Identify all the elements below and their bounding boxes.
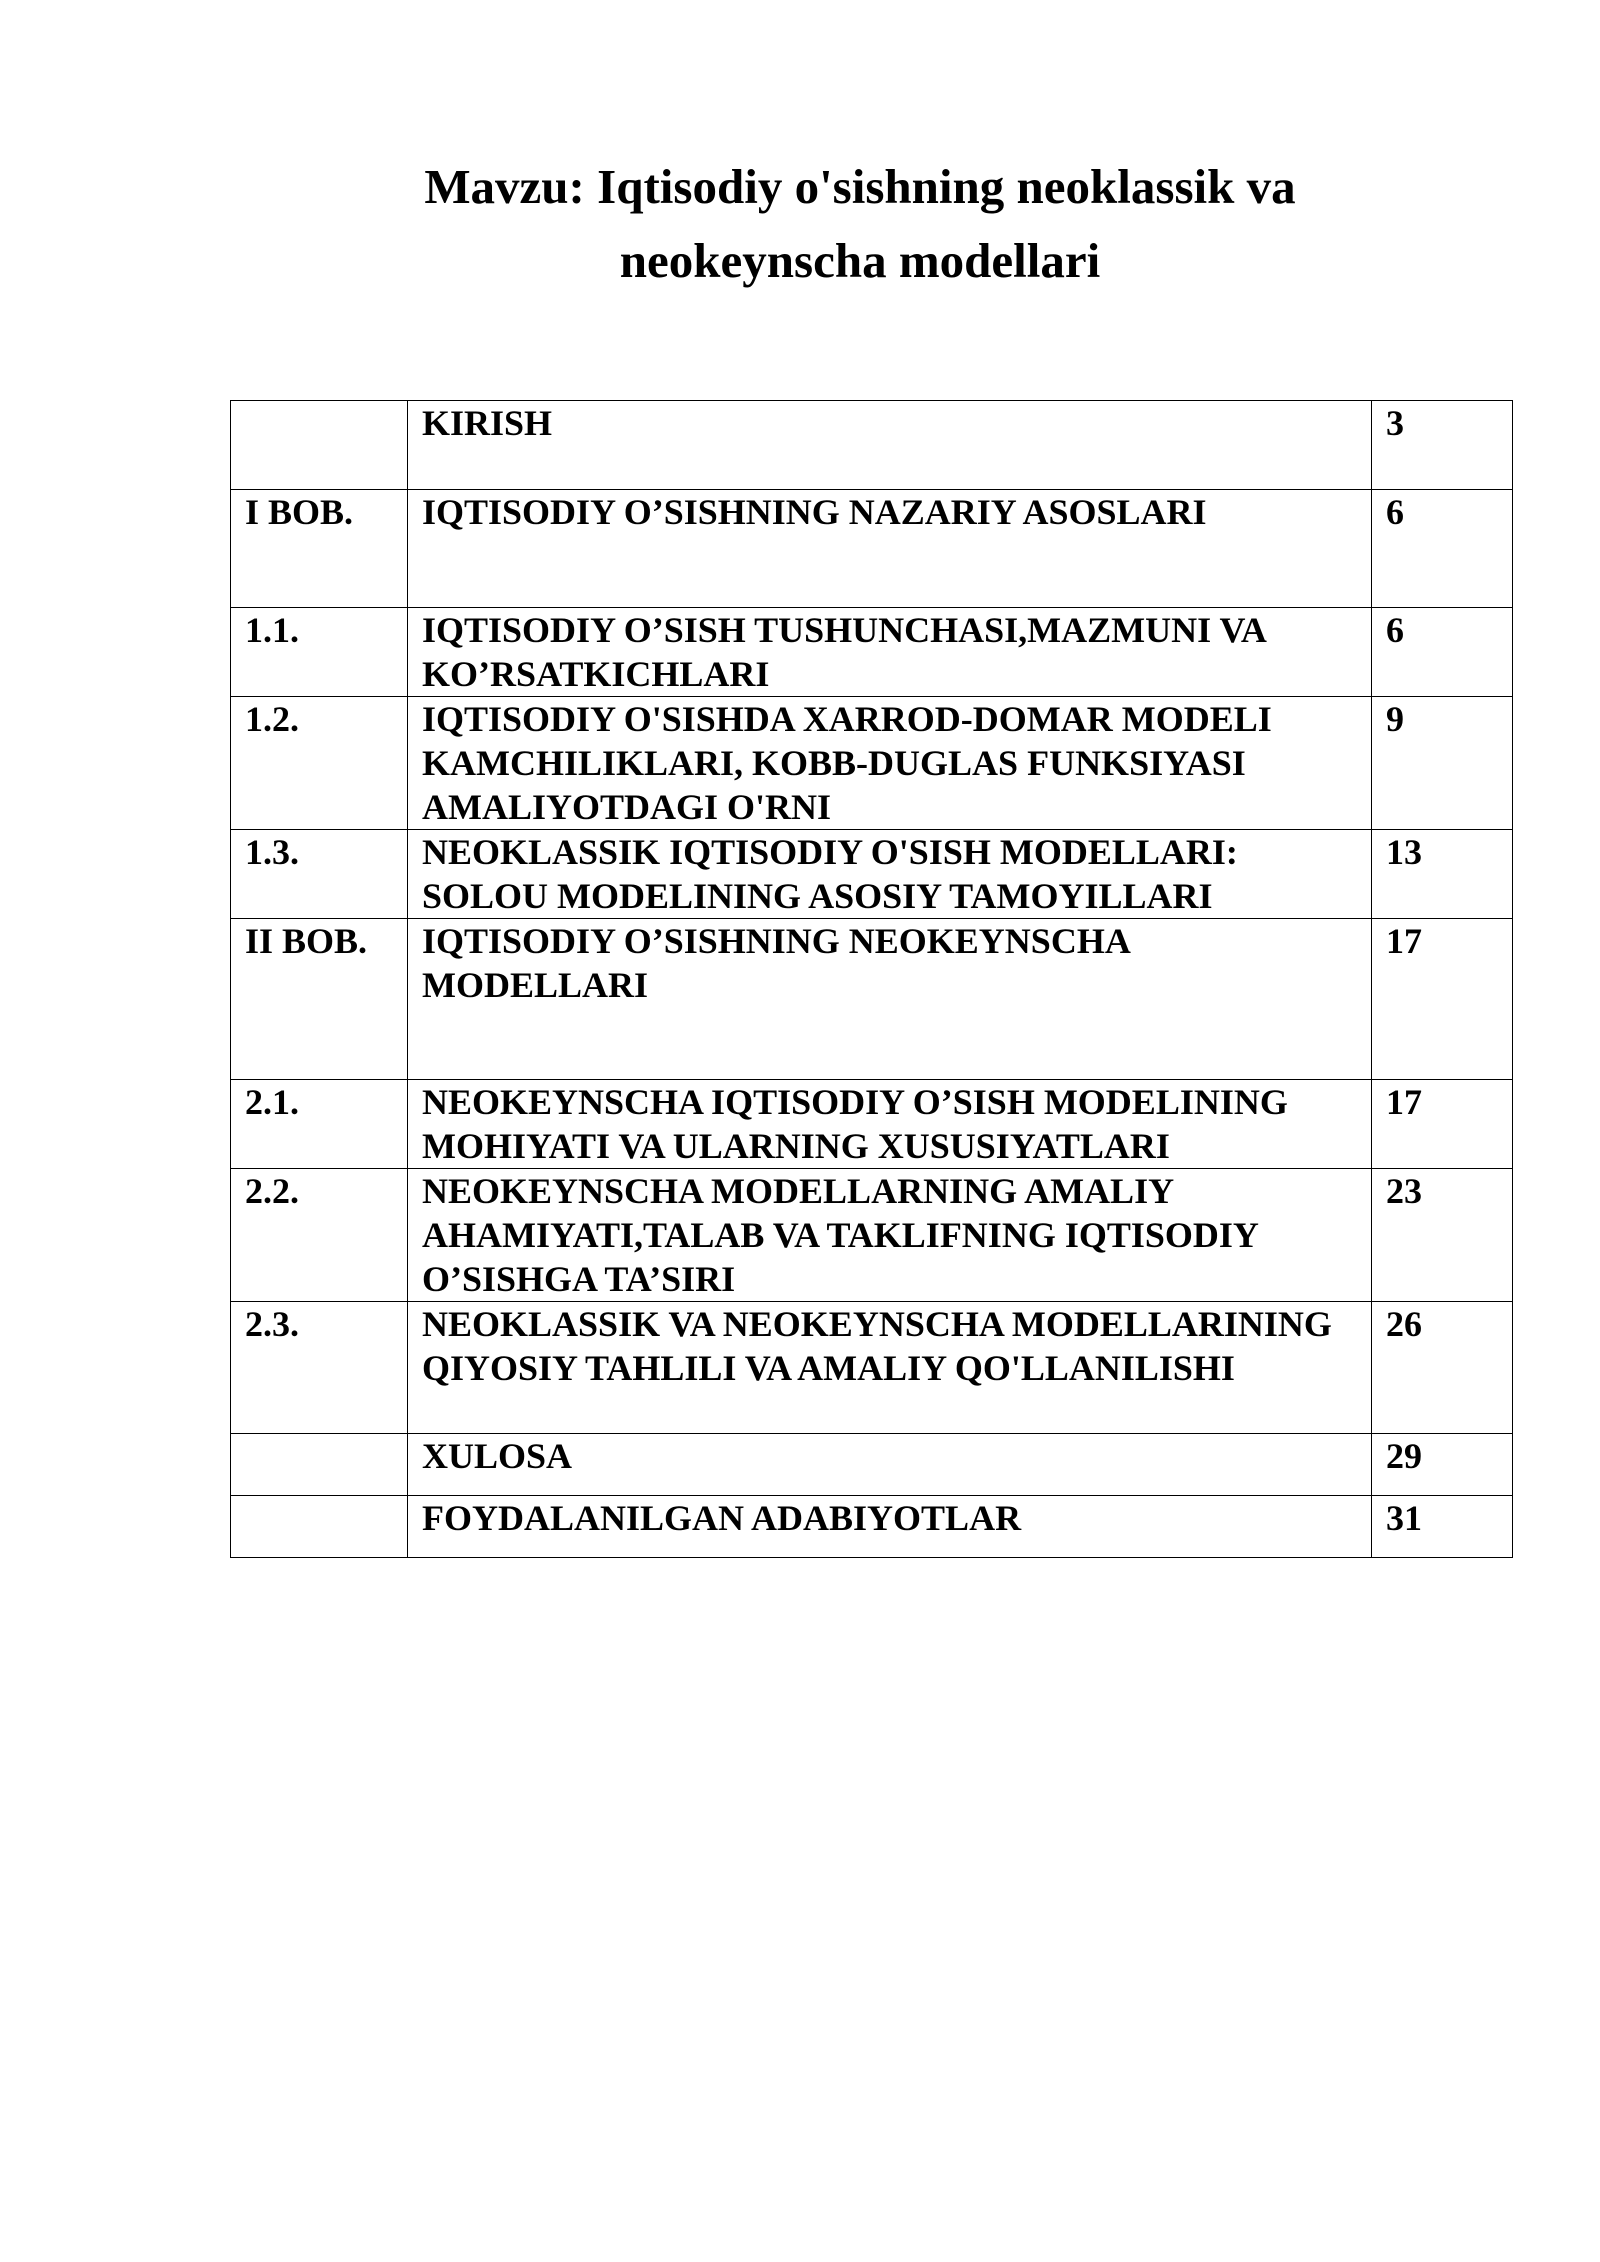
table-of-contents	[230, 400, 1513, 1558]
toc-row-2-2	[231, 1169, 1513, 1302]
page-title-line-2: neokeynscha modellari	[619, 233, 1101, 288]
toc-section-title: IQTISODIY O’SISHNING NAZARIY ASOSLARI	[408, 490, 1372, 608]
toc-page-number: 26	[1372, 1302, 1513, 1434]
toc-page-number: 31	[1372, 1496, 1513, 1558]
toc-section-title: IQTISODIY O’SISHNING NEOKEYNSCHA MODELLARI	[408, 919, 1372, 1080]
toc-row-chapter-1	[231, 490, 1513, 608]
toc-section-number	[231, 1434, 408, 1496]
toc-section-title: NEOKEYNSCHA MODELLARNING AMALIY AHAMIYATI,TALAB VA TAKLIFNING IQTISODIY O’SISHGA TA’SIRI	[408, 1169, 1372, 1302]
toc-section-number: 2.3.	[231, 1302, 408, 1434]
toc-section-number: I BOB.	[231, 490, 408, 608]
toc-section-number: 1.1.	[231, 608, 408, 697]
toc-section-title: FOYDALANILGAN ADABIYOTLAR	[408, 1496, 1372, 1558]
toc-row-1-1	[231, 608, 1513, 697]
page-title	[0, 150, 1600, 298]
toc-section-number: 1.2.	[231, 697, 408, 830]
toc-section-number	[231, 1496, 408, 1558]
toc-page-number: 6	[1372, 608, 1513, 697]
toc-row-2-1	[231, 1080, 1513, 1169]
toc-section-title: NEOKLASSIK IQTISODIY O'SISH MODELLARI: SOLOU MODELINING ASOSIY TAMOYILLARI	[408, 830, 1372, 919]
toc-row-conclusion	[231, 1434, 1513, 1496]
toc-page-number: 17	[1372, 919, 1513, 1080]
toc-section-number: 2.2.	[231, 1169, 408, 1302]
toc-page-number: 6	[1372, 490, 1513, 608]
toc-section-title: KIRISH	[408, 401, 1372, 490]
toc-section-title: XULOSA	[408, 1434, 1372, 1496]
toc-page-number: 17	[1372, 1080, 1513, 1169]
toc-row-references	[231, 1496, 1513, 1558]
toc-section-number: II BOB.	[231, 919, 408, 1080]
page-title-line-1: Mavzu: Iqtisodiy o'sishning neoklassik va	[424, 159, 1296, 214]
toc-row-1-2	[231, 697, 1513, 830]
toc-row-2-3	[231, 1302, 1513, 1434]
toc-page-number: 29	[1372, 1434, 1513, 1496]
toc-section-number	[231, 401, 408, 490]
toc-row-chapter-2	[231, 919, 1513, 1080]
toc-section-title: IQTISODIY O'SISHDA XARROD-DOMAR MODELI KAMCHILIKLARI, KOBB-DUGLAS FUNKSIYASI AMALIYOTDAGI O'RNI	[408, 697, 1372, 830]
toc-section-number: 1.3.	[231, 830, 408, 919]
toc-row-intro	[231, 401, 1513, 490]
toc-section-title: NEOKEYNSCHA IQTISODIY O’SISH MODELINING MOHIYATI VA ULARNING XUSUSIYATLARI	[408, 1080, 1372, 1169]
toc-page-number: 23	[1372, 1169, 1513, 1302]
toc-page-number: 3	[1372, 401, 1513, 490]
toc-section-title: IQTISODIY O’SISH TUSHUNCHASI,MAZMUNI VA KO’RSATKICHLARI	[408, 608, 1372, 697]
toc-row-1-3	[231, 830, 1513, 919]
toc-section-number: 2.1.	[231, 1080, 408, 1169]
toc-section-title: NEOKLASSIK VA NEOKEYNSCHA MODELLARINING QIYOSIY TAHLILI VA AMALIY QO'LLANILISHI	[408, 1302, 1372, 1434]
toc-page-number: 13	[1372, 830, 1513, 919]
toc-page-number: 9	[1372, 697, 1513, 830]
